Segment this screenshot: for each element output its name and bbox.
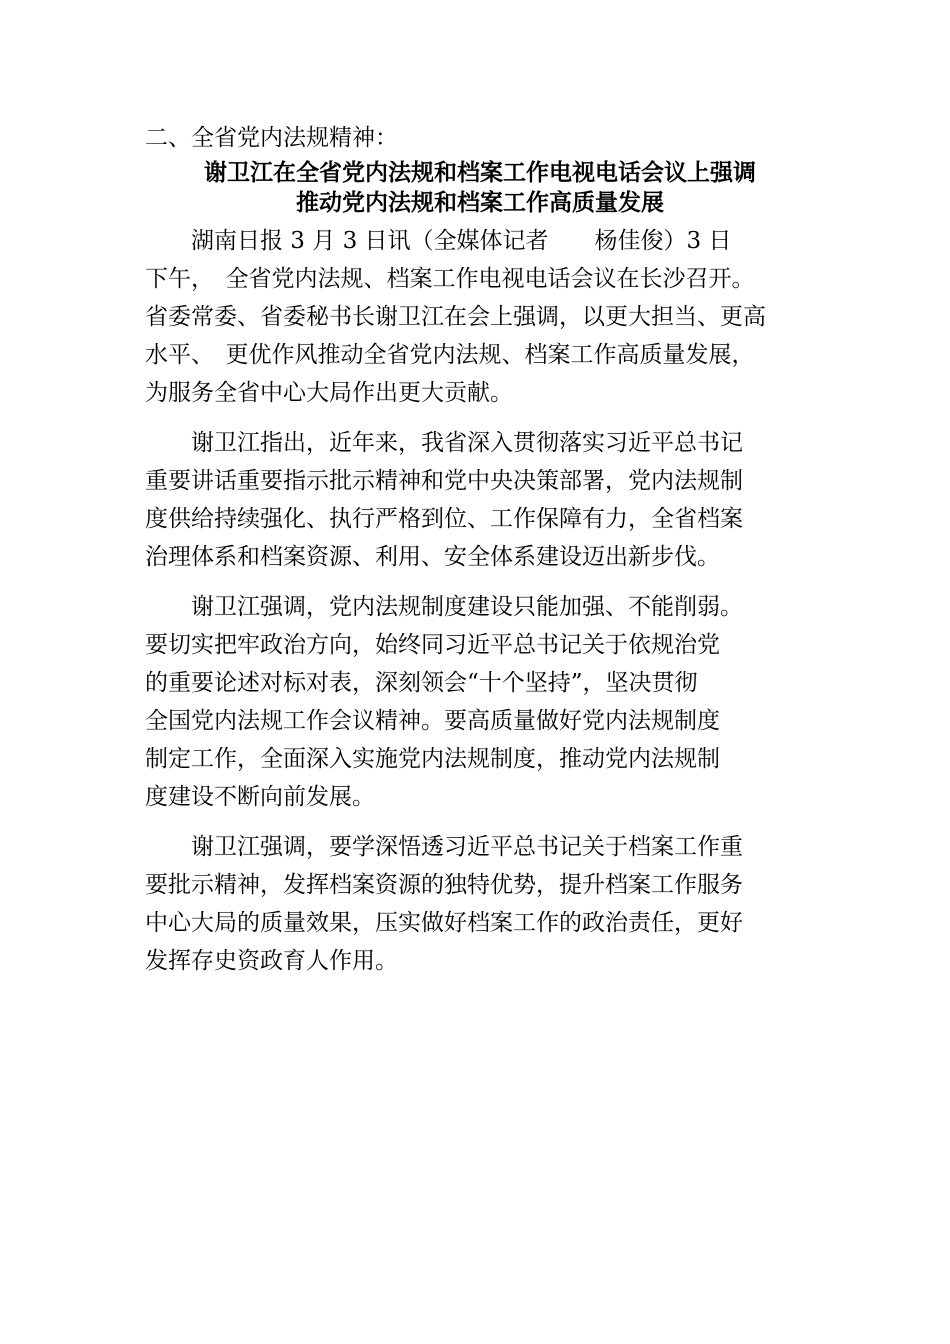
paragraph-4 <box>145 828 815 980</box>
paragraph-line: 治理体系和档案资源、利用、安全体系建设迈出新步伐。 <box>145 544 720 570</box>
paragraph-1 <box>145 222 815 412</box>
paragraph-line: 全国党内法规工作会议精神。要高质量做好党内法规制度 <box>145 708 720 734</box>
paragraph-line: 下午， 全省党内法规、档案工作电视电话会议在长沙召开。 <box>145 266 755 292</box>
paragraph-line: 重要讲话重要指示批示精神和党中央决策部署，党内法规制 <box>145 468 743 494</box>
paragraph-line: 中心大局的质量效果，压实做好档案工作的政治责任，更好 <box>145 910 743 936</box>
paragraph-line: 制定工作，全面深入实施党内法规制度，推动党内法规制 <box>145 746 720 772</box>
document-body <box>145 118 815 980</box>
paragraph-line: 谢卫江强调，要学深悟透习近平总书记关于档案工作重 <box>191 834 743 860</box>
paragraph-line: 谢卫江指出，近年来，我省深入贯彻落实习近平总书记 <box>191 430 743 456</box>
article-title-line-2: 推动党内法规和档案工作高质量发展 <box>296 190 664 216</box>
paragraph-line: 省委常委、省委秘书长谢卫江在会上强调，以更大担当、更高 <box>145 304 766 330</box>
paragraph-gap <box>145 576 815 588</box>
article-title <box>145 158 815 218</box>
section-heading: 二、全省党内法规精神： <box>145 125 398 151</box>
article-title-line-1: 谢卫江在全省党内法规和档案工作电视电话会议上强调 <box>204 160 756 186</box>
paragraph-line: 要批示精神，发挥档案资源的独特优势，提升档案工作服务 <box>145 872 743 898</box>
paragraph-line: 湖南日报 3 月 3 日讯（全媒体记者 杨佳俊）3 日 <box>191 228 732 254</box>
paragraph-3 <box>145 588 815 816</box>
paragraph-line: 为服务全省中心大局作出更大贡献。 <box>145 380 513 406</box>
paragraph-line: 谢卫江强调，党内法规制度建设只能加强、不能削弱。 <box>191 594 743 620</box>
paragraph-gap <box>145 412 815 424</box>
paragraph-line: 度建设不断向前发展。 <box>145 784 375 810</box>
paragraph-line: 要切实把牢政治方向，始终同习近平总书记关于依规治党 <box>145 632 720 658</box>
paragraph-line: 水平、 更优作风推动全省党内法规、档案工作高质量发展， <box>145 342 755 368</box>
paragraph-line: 度供给持续强化、执行严格到位、工作保障有力，全省档案 <box>145 506 743 532</box>
paragraph-2 <box>145 424 815 576</box>
paragraph-line: 发挥存史资政育人作用。 <box>145 948 398 974</box>
paragraph-gap <box>145 816 815 828</box>
paragraph-line: 的重要论述对标对表，深刻领会“十个坚持”，坚决贯彻 <box>145 670 698 696</box>
